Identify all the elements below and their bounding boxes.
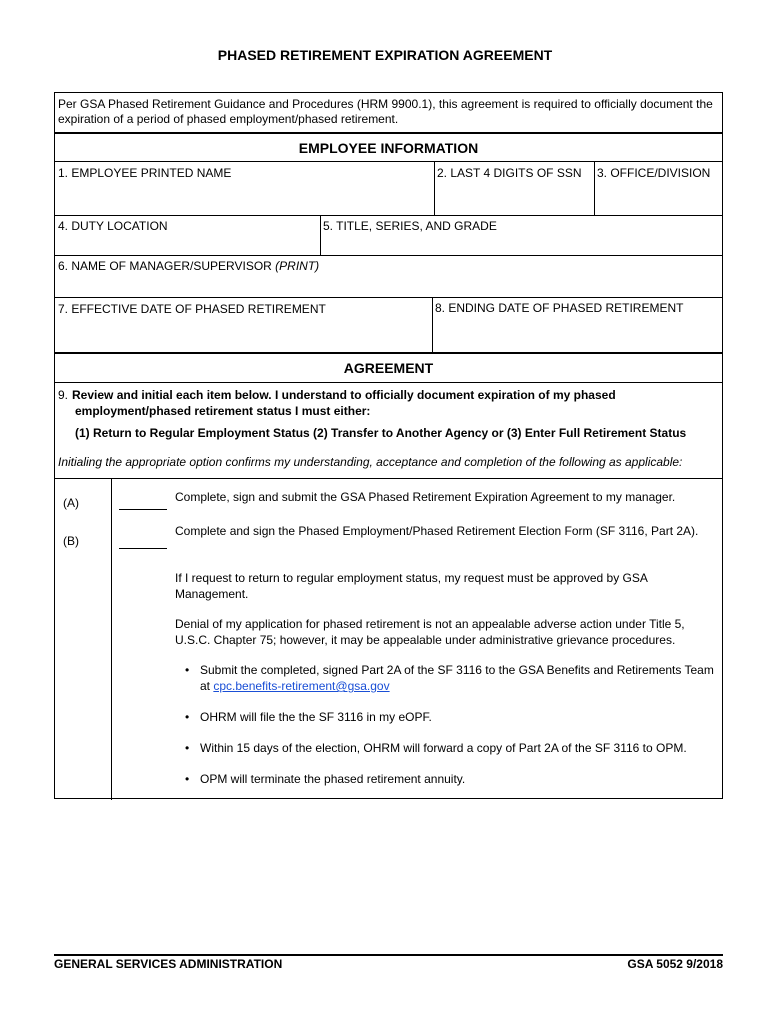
footer-divider [54, 954, 723, 956]
item-a-text: Complete, sign and submit the GSA Phased Retirement Expiration Agreement to my manager. [175, 490, 676, 504]
ssn-field[interactable] [435, 161, 594, 215]
item-b-text: Complete and sign the Phased Employment/Phased Retirement Election Form (SF 3116, Part 2A). [175, 524, 699, 538]
employee-info-heading: EMPLOYEE INFORMATION [298, 140, 479, 156]
item-9-text: 9. Review and initial each item below. I understand to officially document expiration of my phased employment/phased retirement status I must either: [58, 388, 616, 418]
title-series-grade-field[interactable] [321, 215, 721, 255]
divider [55, 382, 722, 383]
agreement-heading: AGREEMENT [343, 360, 434, 376]
divider [55, 478, 722, 479]
list-item: • OPM will terminate the phased retirement annuity. [185, 772, 466, 786]
form-number: GSA 5052 9/2018 [627, 957, 723, 971]
divider [55, 132, 722, 134]
item-a-initial-blank[interactable] [119, 509, 167, 510]
item-b-initial-blank[interactable] [119, 548, 167, 549]
benefits-email-link[interactable]: cpc.benefits-retirement@gsa.gov [213, 679, 390, 693]
office-division-label: 3. OFFICE/DIVISION [597, 166, 711, 180]
ssn-label: 2. LAST 4 DIGITS OF SSN [437, 166, 582, 180]
item-b-approval-note: If I request to return to regular employment status, my request must be approved by GSA Management. [175, 571, 648, 601]
agency-name: GENERAL SERVICES ADMINISTRATION [54, 957, 283, 971]
item-b-letter: (B) [63, 534, 79, 548]
effective-date-field[interactable] [55, 297, 432, 352]
item-a-letter: (A) [63, 496, 79, 510]
list-item: • Within 15 days of the election, OHRM will forward a copy of Part 2A of the SF 3116 to OPM. [185, 741, 687, 755]
office-division-field[interactable] [595, 161, 721, 215]
ending-date-field[interactable] [433, 297, 721, 352]
item-b-denial-note: Denial of my application for phased retirement is not an appealable adverse action under Title 5, U.S.C. Chapter 75; however, it may be appealable under administrative grievance procedures. [175, 617, 685, 647]
ending-date-label: 8. ENDING DATE OF PHASED RETIREMENT [435, 301, 684, 315]
form-title: PHASED RETIREMENT EXPIRATION AGREEMENT [217, 47, 553, 63]
initial-instructions: Initialing the appropriate option confirms my understanding, acceptance and completion of the following as applicable: [58, 455, 683, 469]
agreement-form [54, 92, 723, 799]
divider [111, 478, 112, 800]
manager-name-field[interactable] [55, 255, 721, 297]
manager-name-label: 6. NAME OF MANAGER/SUPERVISOR (PRINT) [58, 259, 320, 273]
status-options: (1) Return to Regular Employment Status (2) Transfer to Another Agency or (3) Enter Full Retirement Status [75, 426, 687, 440]
effective-date-label: 7. EFFECTIVE DATE OF PHASED RETIREMENT [58, 302, 326, 316]
divider [55, 352, 722, 354]
duty-location-field[interactable] [55, 215, 320, 255]
employee-name-field[interactable] [55, 161, 434, 215]
intro-text: Per GSA Phased Retirement Guidance and Procedures (HRM 9900.1), this agreement is required to officially document the expiration of a period of phased employment/phased retirement. [58, 97, 713, 126]
title-series-grade-label: 5. TITLE, SERIES, AND GRADE [323, 219, 497, 233]
duty-location-label: 4. DUTY LOCATION [58, 219, 168, 233]
list-item: • Submit the completed, signed Part 2A of the SF 3116 to the GSA Benefits and Retirements Team at cpc.benefits-retirement@gsa.gov [185, 663, 714, 693]
list-item: • OHRM will file the the SF 3116 in my eOPF. [185, 710, 432, 724]
employee-name-label: 1. EMPLOYEE PRINTED NAME [58, 166, 232, 180]
